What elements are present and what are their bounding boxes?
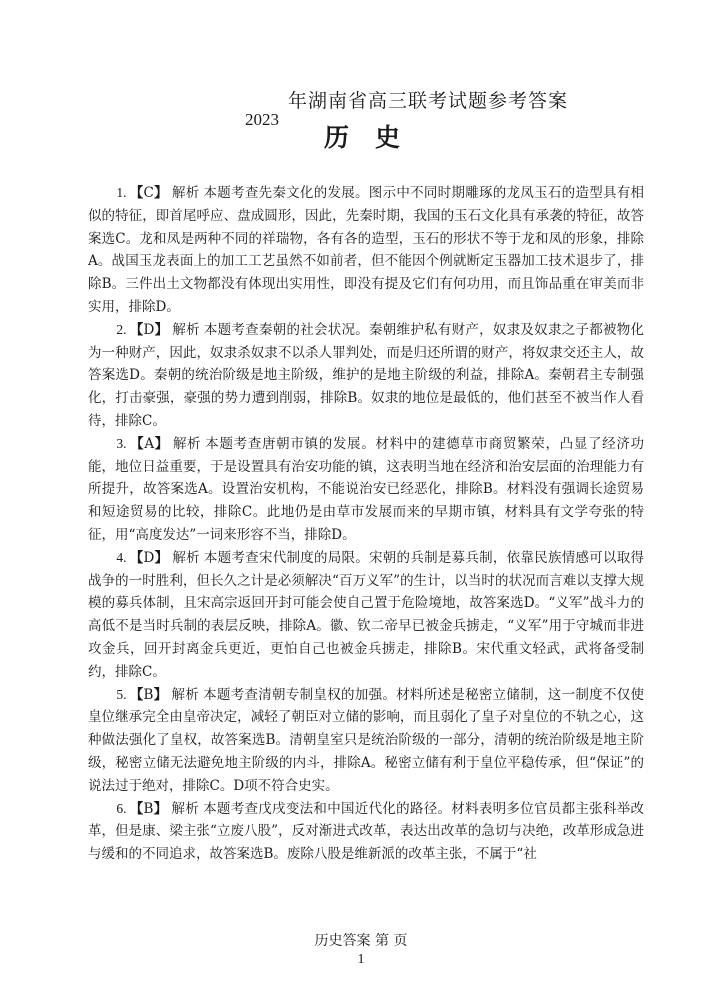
answer-item xyxy=(88,684,644,798)
document-title: 年湖南省高三联考试题参考答案 xyxy=(288,90,569,112)
answer-bracket-open: 【 xyxy=(129,800,144,817)
answer-bracket-close: 】 xyxy=(154,321,169,338)
answer-bracket-open: 【 xyxy=(129,686,144,703)
question-number: 3. xyxy=(116,435,127,451)
footer-label: 历史答案 第 页 xyxy=(314,933,408,949)
analysis-text: 本题考查唐朝市镇的发展。材料中的建德草市商贸繁荣，凸显了经济功能，地位日益重要，于是设置具有治安功能的镇，这表明当地在经济和治安层面的治理能力有所提升，故答案选A。设置治安机构，不能说治安已经恶化，排除B。材料没有强调长途贸易和短途贸易的比较，排除C。此地仍是由草市发展而来的早期市镇，材料具有文学夸张的特征，用“高度发达”一词来形容不当，排除D。 xyxy=(88,435,645,543)
analysis-label: 解析 xyxy=(172,435,202,452)
answer-item xyxy=(88,182,644,319)
analysis-label: 解析 xyxy=(172,321,200,338)
document-year: 2023 xyxy=(245,110,279,129)
question-number: 6. xyxy=(116,800,127,816)
answer-bracket-close: 】 xyxy=(153,686,168,703)
answer-letter: C xyxy=(143,185,154,201)
answer-bracket-open: 【 xyxy=(129,549,144,566)
analysis-text: 本题考查秦朝的社会状况。秦朝维护私有财产，奴隶及奴隶之子都被物化为一种财产，因此，奴隶杀奴隶不以杀人罪判处，而是归还所谓的财产，将奴隶交还主人，故答案选D。秦朝的统治阶级是地主阶级，维护的是地主阶级的利益，排除A。秦朝君主专制强化，打击豪强，豪强的势力遭到削弱，排除B。奴隶的地位是最低的，他们甚至不被当作人看待，排除C。 xyxy=(88,321,645,429)
analysis-label: 解析 xyxy=(171,686,200,703)
answer-letter: A xyxy=(144,435,155,452)
answer-item xyxy=(88,319,644,433)
answer-bracket-open: 【 xyxy=(129,185,144,201)
page-number: 1 xyxy=(357,952,365,967)
answer-item xyxy=(88,547,644,684)
question-number: 5. xyxy=(116,686,127,702)
answer-list xyxy=(88,182,644,866)
answer-bracket-close: 】 xyxy=(153,800,168,817)
analysis-text: 本题考查戊戌变法和中国近代化的路径。材料表明多位官员都主张科举改革，但是康、梁主张“立废八股”，反对渐进式改革，表达出改革的急切与决绝，改革形成急进与缓和的不同追求，故答案选B。废除八股是维新派的改革主张，不属于“社 xyxy=(88,800,645,863)
answer-bracket-open: 【 xyxy=(129,435,145,452)
answer-item xyxy=(88,433,644,547)
analysis-label: 解析 xyxy=(172,549,200,566)
analysis-text: 本题考查先秦文化的发展。图示中不同时期雕琢的龙凤玉石的造型具有相似的特征，即首尾呼应、盘成圆形，因此，先秦时期，我国的玉石文化具有承袭的特征，故答案选C。龙和凤是两种不同的祥瑞物，各有各的造型，玉石的形状不等于龙和凤的形象，排除A。战国玉龙表面上的加工工艺虽然不如前者，但不能因个例就断定玉器加工技术退步了，排除B。三件出土文物都没有体现出实用性，即没有提及它们有何功用，而且饰品重在审美而非实用，排除D。 xyxy=(88,185,645,315)
answer-letter: D xyxy=(143,321,155,338)
answer-letter: B xyxy=(143,800,154,817)
analysis-text: 本题考查清朝专制皇权的加强。材料所述是秘密立储制，这一制度不仅使皇位继承完全由皇帝决定，减轻了朝臣对立储的影响，而且弱化了皇子对皇位的不轨之心，这种做法强化了皇权，故答案选B。清朝皇室只是统治阶级的一部分，清朝的统治阶级是地主阶级，秘密立储无法避免地主阶级的内斗，排除A。秘密立储有利于皇位平稳传承，但“保证”的说法过于绝对，排除C。D项不符合史实。 xyxy=(88,686,645,794)
answer-letter: D xyxy=(143,549,155,566)
analysis-text: 本题考查宋代制度的局限。宋朝的兵制是募兵制，依靠民族情感可以取得战争的一时胜利，但长久之计是必须解决“百万义军”的生计，以当时的状况而言难以支撑大规模的募兵体制，且宋高宗返回开封可能会使自己置于危险境地，故答案选D。“义军”战斗力的高低不是当时兵制的表层反映，排除A。徽、钦二帝早已被金兵掳走，“义军”用于守城而非进攻金兵，回开封离金兵更近，更怕自己也被金兵掳走，排除B。宋代重文轻武，武将备受制约，排除C。 xyxy=(88,549,645,680)
analysis-label: 解析 xyxy=(171,185,200,201)
answer-item xyxy=(88,798,644,866)
question-number: 4. xyxy=(116,549,127,565)
question-number: 2. xyxy=(116,321,127,337)
answer-bracket-close: 】 xyxy=(154,435,169,452)
answer-bracket-close: 】 xyxy=(154,549,169,566)
answer-bracket-open: 【 xyxy=(129,321,144,338)
analysis-label: 解析 xyxy=(171,800,200,817)
answer-letter: B xyxy=(143,686,154,703)
question-number: 1. xyxy=(116,185,127,200)
subject-heading: 历史 xyxy=(324,123,427,152)
page-footer xyxy=(0,930,722,967)
answer-bracket-close: 】 xyxy=(153,185,168,201)
